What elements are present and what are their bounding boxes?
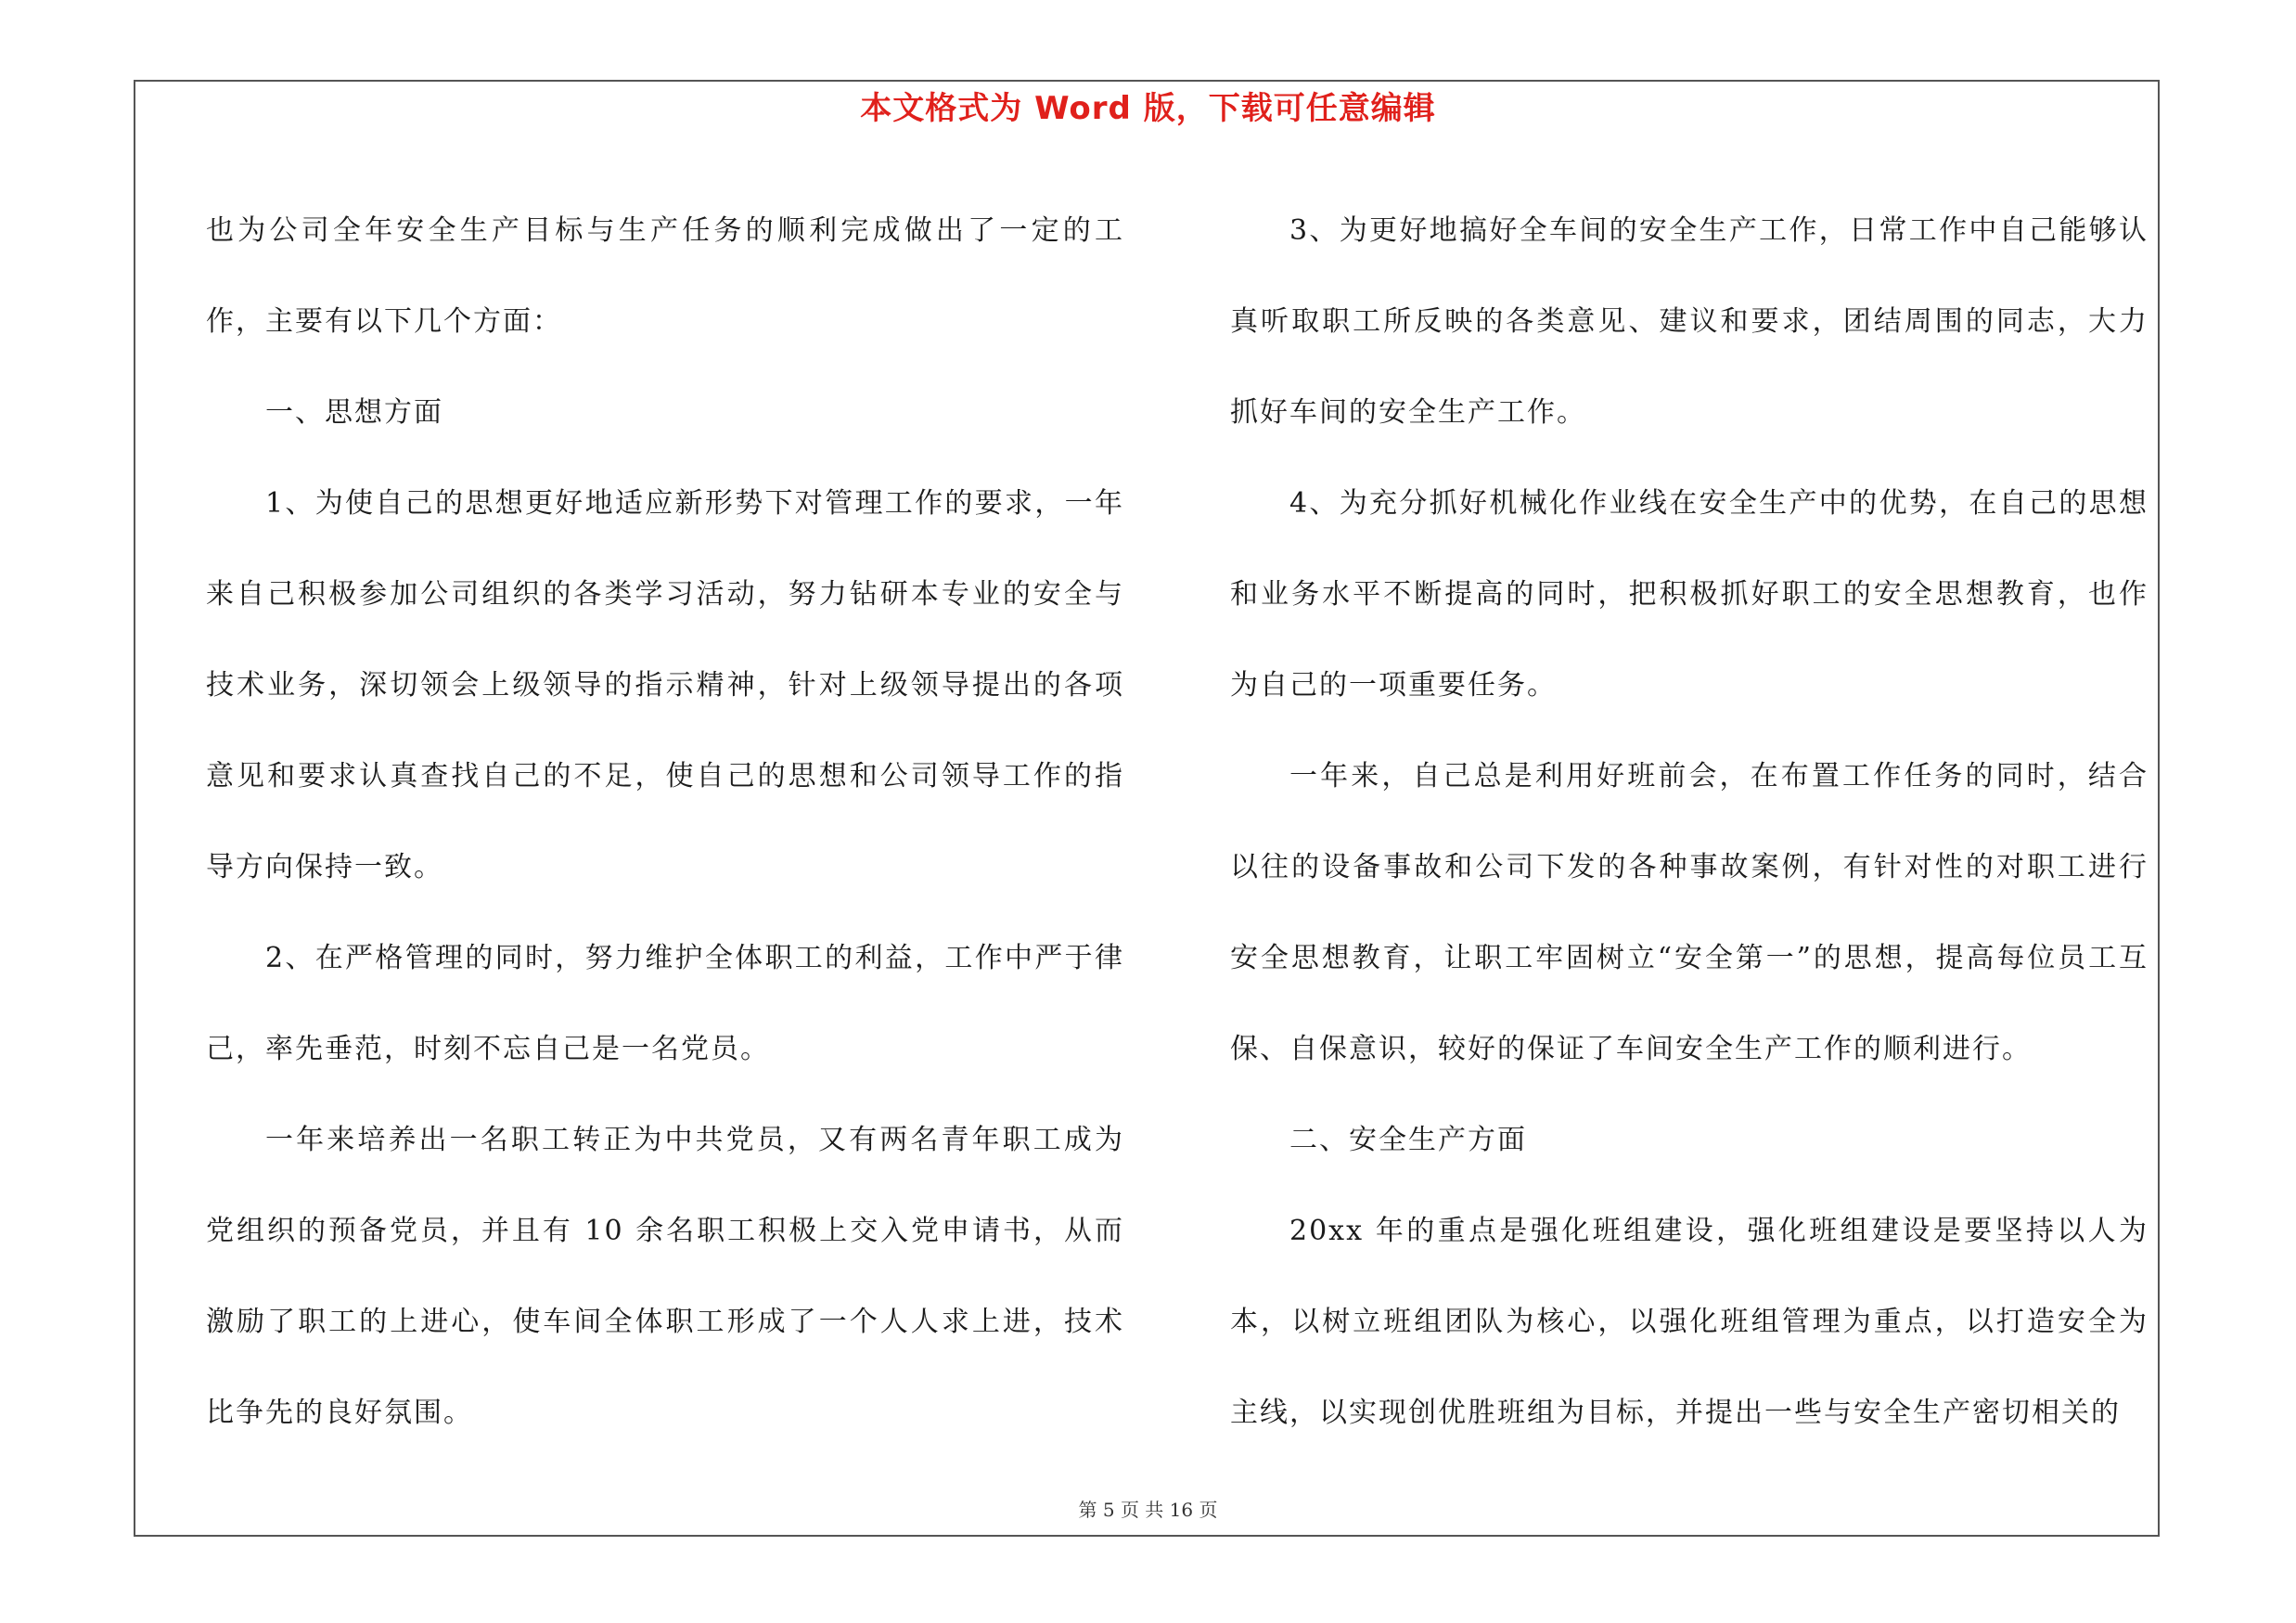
section-heading: 二、安全生产方面 (1289, 1124, 1527, 1156)
paragraph: 4、为充分抓好机械化作业线在安全生产中的优势，在自己的思想和业务水平不断提高的同时，把积极抓好职工的安全思想教育，也作为自己的一项重要任务。 (1230, 487, 2148, 702)
paragraph: 一年来，自己总是利用好班前会，在布置工作任务的同时，结合以往的设备事故和公司下发的各种事故案例，有针对性的对职工进行安全思想教育，让职工牢固树立“安全第一”的思想，提高每位员工互保、自保意识，较好的保证了车间安全生产工作的顺利进行。 (1230, 760, 2148, 1065)
page-number-footer: 第 5 页 共 16 页 (1078, 1499, 1218, 1521)
paragraph: 3、为更好地搞好全车间的安全生产工作，日常工作中自己能够认真听取职工所反映的各类意见、建议和要求，团结周围的同志，大力抓好车间的安全生产工作。 (1230, 214, 2148, 429)
paragraph: 2、在严格管理的同时，努力维护全体职工的利益，工作中严于律己，率先垂范，时刻不忘自己是一名党员。 (206, 942, 1124, 1065)
section-heading: 一、思想方面 (265, 396, 443, 429)
paragraph: 一年来培养出一名职工转正为中共党员，又有两名青年职工成为党组织的预备党员，并且有 10 余名职工积极上交入党申请书，从而激励了职工的上进心，使车间全体职工形成了一个人人求上进，技术比争先的良好氛围。 (206, 1124, 1124, 1429)
word-format-banner: 本文格式为 Word 版，下载可任意编辑 (860, 90, 1436, 127)
left-text-column (206, 186, 1124, 1459)
paragraph: 也为公司全年安全生产目标与生产任务的顺利完成做出了一定的工作，主要有以下几个方面： (206, 214, 1124, 338)
paragraph: 1、为使自己的思想更好地适应新形势下对管理工作的要求，一年来自己积极参加公司组织的各类学习活动，努力钻研本专业的安全与技术业务，深切领会上级领导的指示精神，针对上级领导提出的各项意见和要求认真查找自己的不足，使自己的思想和公司领导工作的指导方向保持一致。 (206, 487, 1124, 883)
paragraph: 20xx 年的重点是强化班组建设，强化班组建设是要坚持以人为本，以树立班组团队为核心，以强化班组管理为重点，以打造安全为主线，以实现创优胜班组为目标，并提出一些与安全生产密切相关的 (1230, 1215, 2148, 1429)
right-text-column (1230, 186, 2148, 1459)
